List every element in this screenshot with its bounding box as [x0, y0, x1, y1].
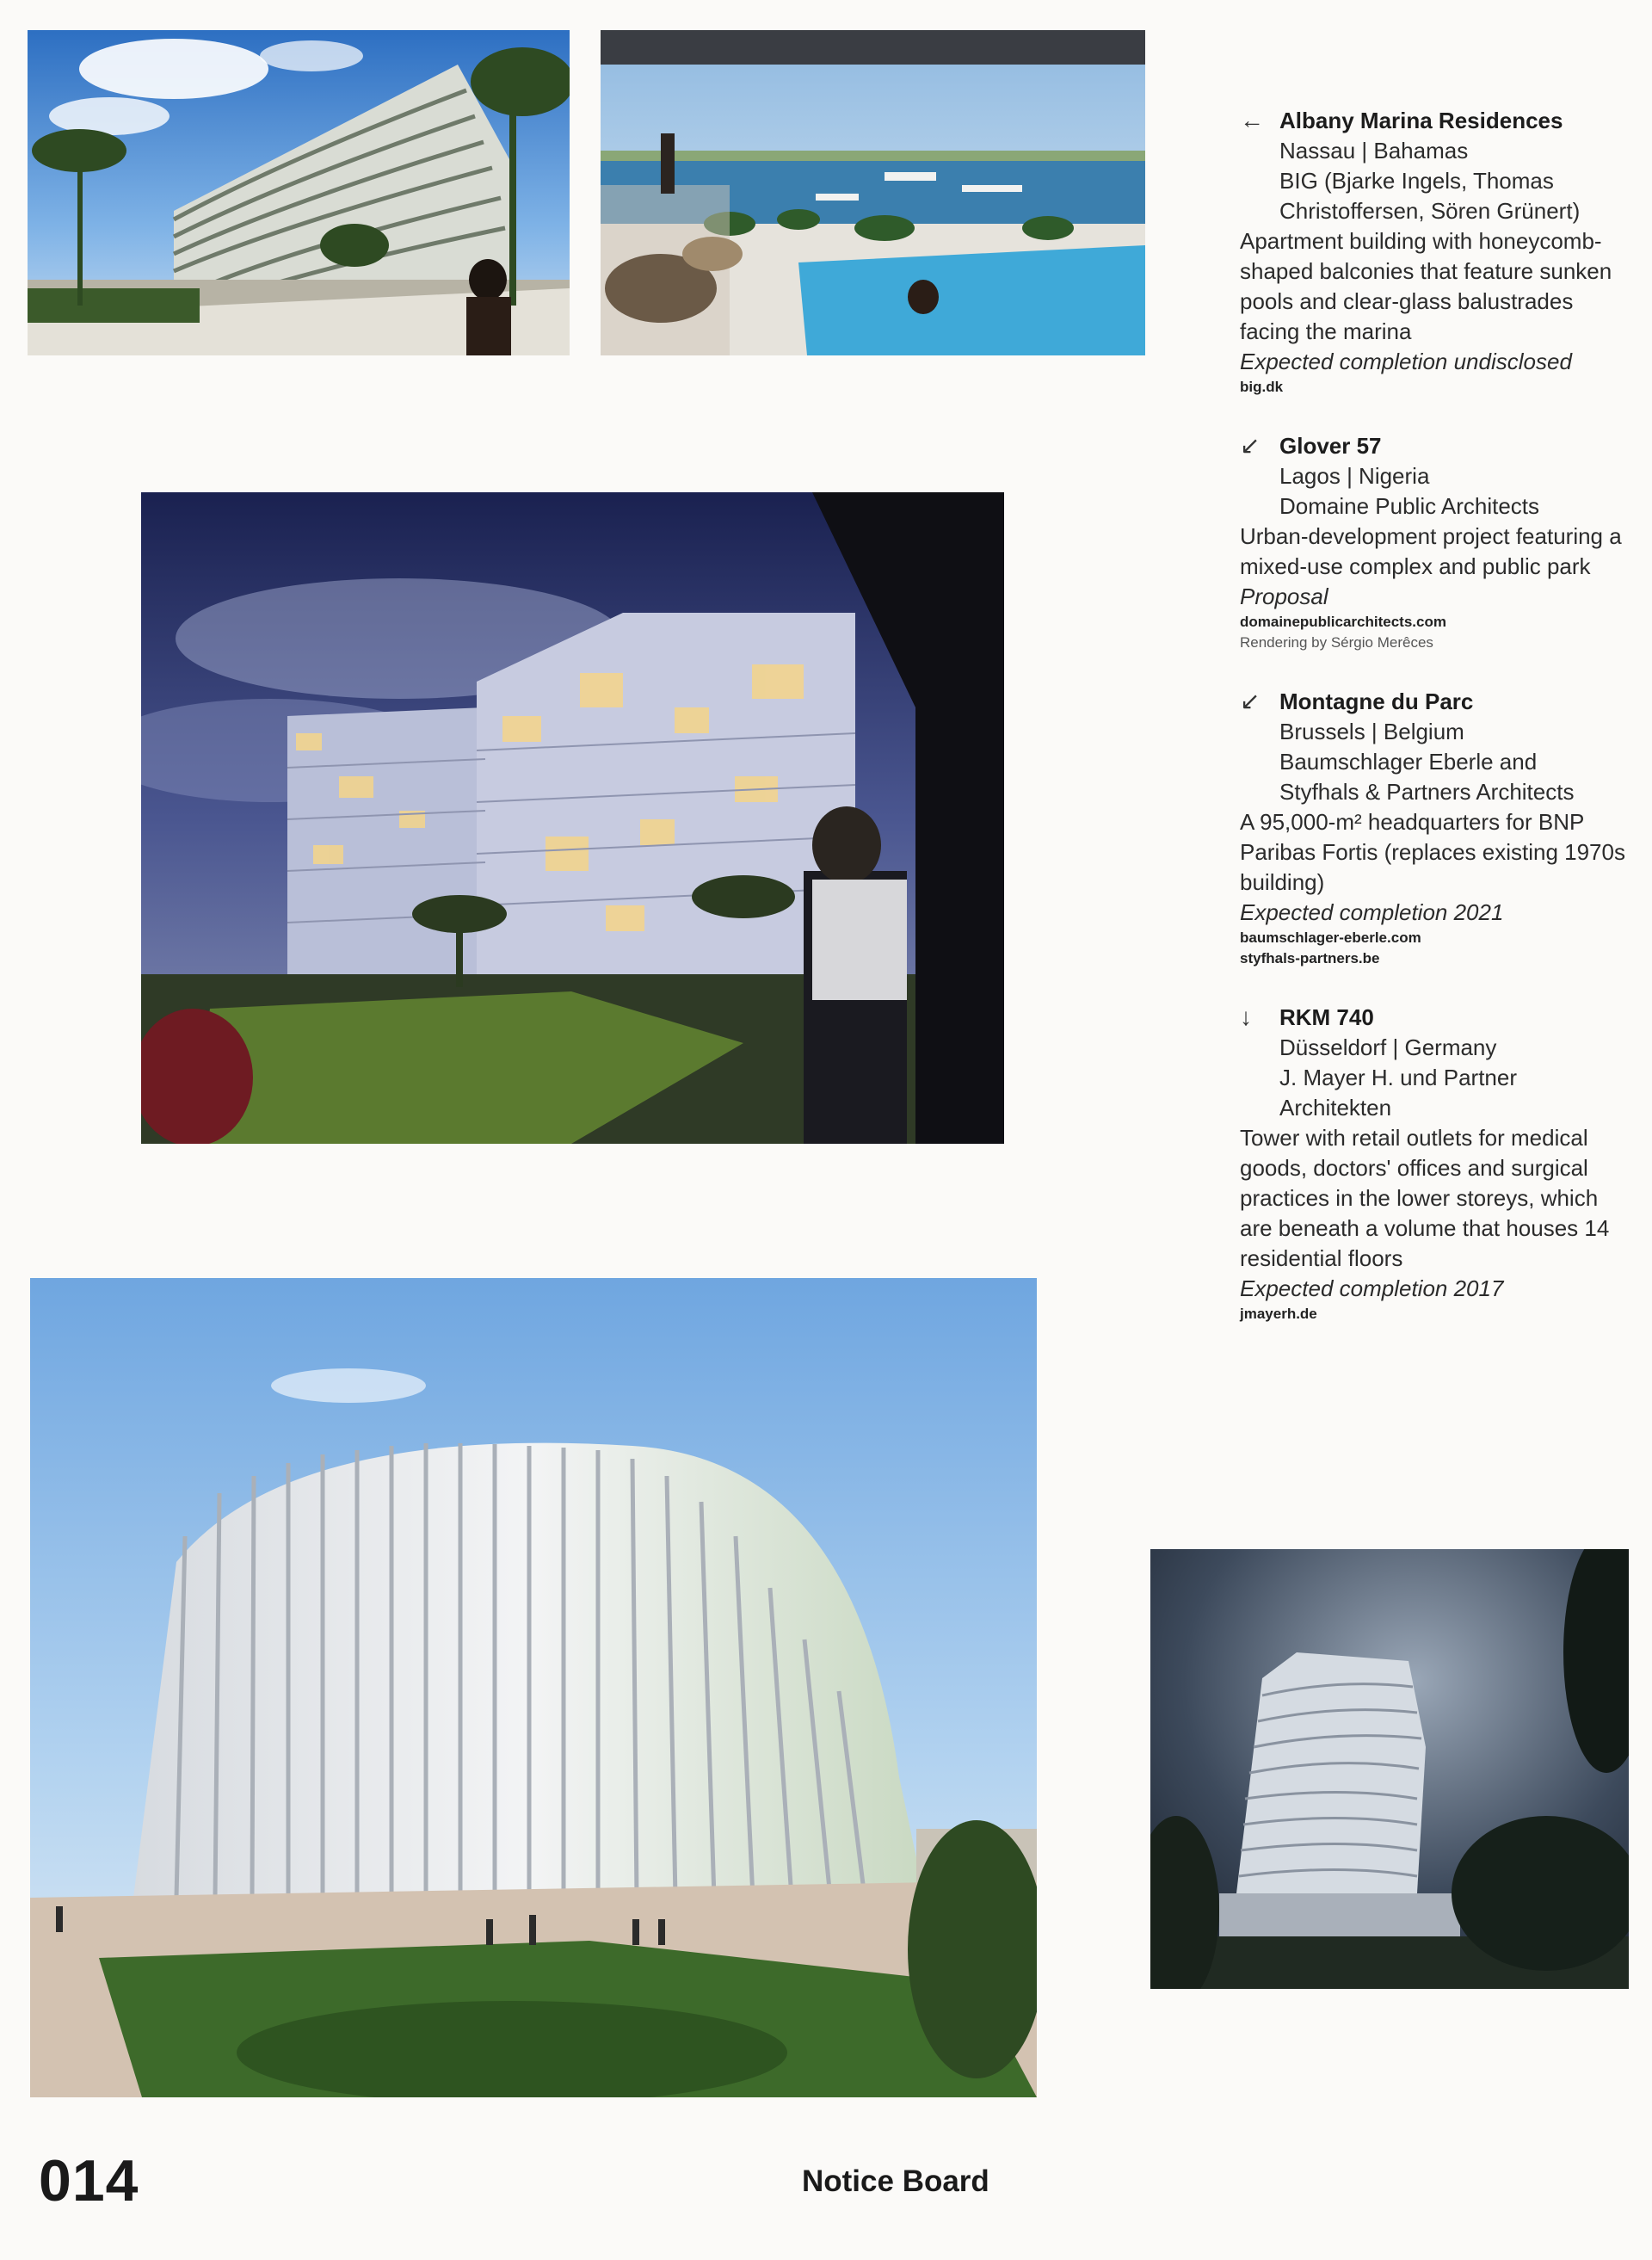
project-architect-line: BIG (Bjarke Ingels, Thomas	[1279, 168, 1554, 194]
project-website-link[interactable]: big.dk	[1240, 379, 1284, 395]
project-name: Montagne du Parc	[1279, 688, 1474, 714]
arrow-down-icon: ↓	[1240, 1003, 1252, 1030]
project-entry-montagne-du-parc	[1240, 686, 1636, 969]
project-entry-rkm-740	[1240, 1002, 1636, 1325]
project-description: Urban-development project featuring a mixed-use complex and public park	[1240, 523, 1622, 579]
project-name: Albany Marina Residences	[1279, 108, 1563, 133]
rendering-credit: Rendering by Sérgio Merêces	[1240, 634, 1433, 651]
project-entry-glover-57	[1240, 430, 1636, 653]
rkm-740-tower-rendering	[1150, 1549, 1629, 1989]
project-location: Nassau | Bahamas	[1279, 138, 1469, 164]
project-name: RKM 740	[1279, 1004, 1374, 1030]
project-status: Proposal	[1240, 584, 1328, 609]
project-description: Tower with retail outlets for medical goods, doctors' offices and surgical practices in the lower storeys, which are beneath a volume that houses 14 residential floors	[1240, 1125, 1610, 1271]
project-architect-line: J. Mayer H. und Partner	[1279, 1065, 1517, 1090]
montagne-du-parc-rendering	[30, 1278, 1037, 2097]
project-status: Expected completion undisclosed	[1240, 349, 1572, 374]
project-location: Düsseldorf | Germany	[1279, 1034, 1497, 1060]
project-name: Glover 57	[1279, 433, 1382, 459]
project-heading	[1240, 686, 1636, 717]
glover-57-night-rendering	[141, 492, 1004, 1144]
project-website-link[interactable]: jmayerh.de	[1240, 1306, 1317, 1322]
project-architect-line: Architekten	[1279, 1095, 1392, 1121]
project-location: Lagos | Nigeria	[1279, 463, 1430, 489]
project-location: Brussels | Belgium	[1279, 719, 1464, 744]
project-heading	[1240, 105, 1636, 136]
project-heading	[1240, 430, 1636, 461]
project-architect-line: Baumschlager Eberle and	[1279, 749, 1538, 775]
project-entry-albany-marina	[1240, 105, 1636, 398]
project-website-link[interactable]: styfhals-partners.be	[1240, 950, 1380, 966]
section-title: Notice Board	[802, 2164, 989, 2198]
project-architect-line: Domaine Public Architects	[1279, 493, 1540, 519]
project-website-link[interactable]: baumschlager-eberle.com	[1240, 929, 1421, 946]
project-heading	[1240, 1002, 1636, 1033]
arrow-down-left-icon: ↙	[1240, 688, 1261, 714]
page-number: 014	[39, 2148, 139, 2214]
arrow-down-left-icon: ↙	[1240, 432, 1261, 459]
project-list	[1240, 105, 1636, 1357]
project-description: Apartment building with honeycomb-shaped balconies that feature sunken pools and clear-glass balustrades facing the marina	[1240, 228, 1612, 344]
albany-marina-pool-photo	[601, 30, 1145, 355]
project-architect-line: Styfhals & Partners Architects	[1279, 779, 1575, 805]
project-status: Expected completion 2021	[1240, 899, 1504, 925]
albany-marina-exterior-photo	[28, 30, 570, 355]
arrow-left-icon: ←	[1240, 107, 1264, 133]
project-website-link[interactable]: domainepublicarchitects.com	[1240, 614, 1446, 630]
project-description: A 95,000-m² headquarters for BNP Paribas Fortis (replaces existing 1970s building)	[1240, 809, 1625, 895]
project-status: Expected completion 2017	[1240, 1275, 1504, 1301]
project-architect-line: Christoffersen, Sören Grünert)	[1279, 198, 1581, 224]
